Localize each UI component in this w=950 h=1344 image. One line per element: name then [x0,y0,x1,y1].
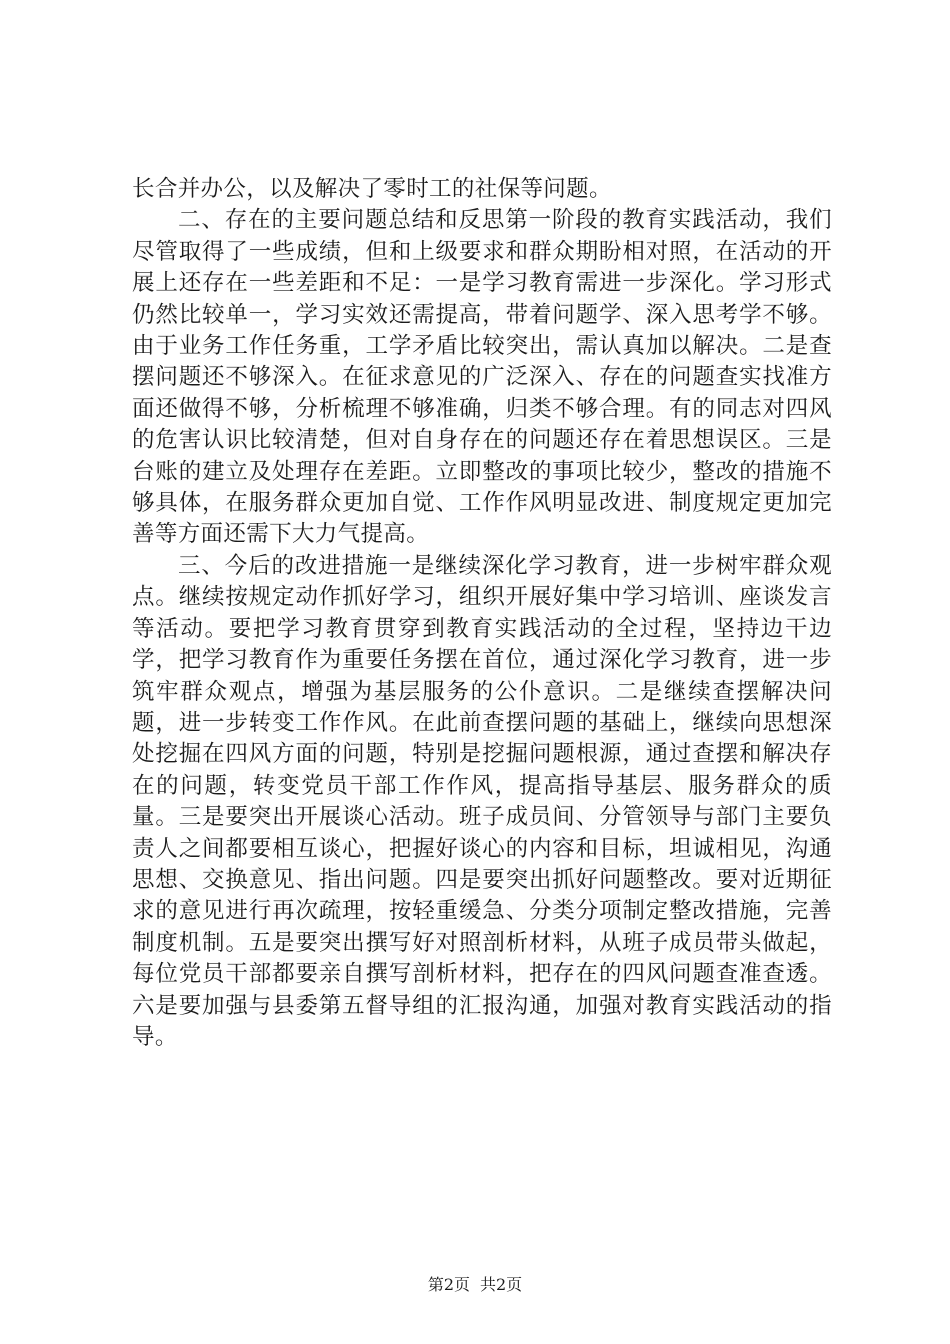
page-total: 共2页 [480,1275,523,1294]
page-footer [0,1274,950,1296]
paragraph-improvement-measures: 三、今后的改进措施一是继续深化学习教育，进一步树牢群众观点。继续按规定动作抓好学习，组织开展好集中学习培训、座谈发言等活动。要把学习教育贯穿到教育实践活动的全过程，坚持边干边学，把学习教育作为重要任务摆在首位，通过深化学习教育，进一步筑牢群众观点，增强为基层服务的公仆意识。二是继续查摆解决问题，进一步转变工作作风。在此前查摆问题的基础上，继续向思想深处挖掘在四风方面的问题，特别是挖掘问题根源，通过查摆和解决存在的问题，转变党员干部工作作风，提高指导基层、服务群众的质量。三是要突出开展谈心活动。班子成员间、分管领导与部门主要负责人之间都要相互谈心，把握好谈心的内容和目标，坦诚相见，沟通思想、交换意见、指出问题。四是要突出抓好问题整改。要对近期征求的意见进行再次疏理，按轻重缓急、分类分项制定整改措施，完善制度机制。五是要突出撰写好对照剖析材料，从班子成员带头做起，每位党员干部都要亲自撰写剖析材料，把存在的四风问题查准查透。六是要加强与县委第五督导组的汇报沟通，加强对教育实践活动的指导。 [132,552,832,1050]
page-number: 第2页 [427,1275,470,1294]
paragraph-continuation: 长合并办公，以及解决了零时工的社保等问题。 [132,176,612,202]
document-body [132,174,832,1053]
paragraph-main-problems: 二、存在的主要问题总结和反思第一阶段的教育实践活动，我们尽管取得了一些成绩，但和上级要求和群众期盼相对照，在活动的开展上还存在一些差距和不足：一是学习教育需进一步深化。学习形式仍然比较单一，学习实效还需提高，带着问题学、深入思考学不够。由于业务工作任务重，工学矛盾比较突出，需认真加以解决。二是查摆问题还不够深入。在征求意见的广泛深入、存在的问题查实找准方面还做得不够，分析梳理不够准确，归类不够合理。有的同志对四风的危害认识比较清楚，但对自身存在的问题还存在着思想误区。三是台账的建立及处理存在差距。立即整改的事项比较少，整改的措施不够具体，在服务群众更加自觉、工作作风明显改进、制度规定更加完善等方面还需下大力气提高。 [132,207,832,548]
